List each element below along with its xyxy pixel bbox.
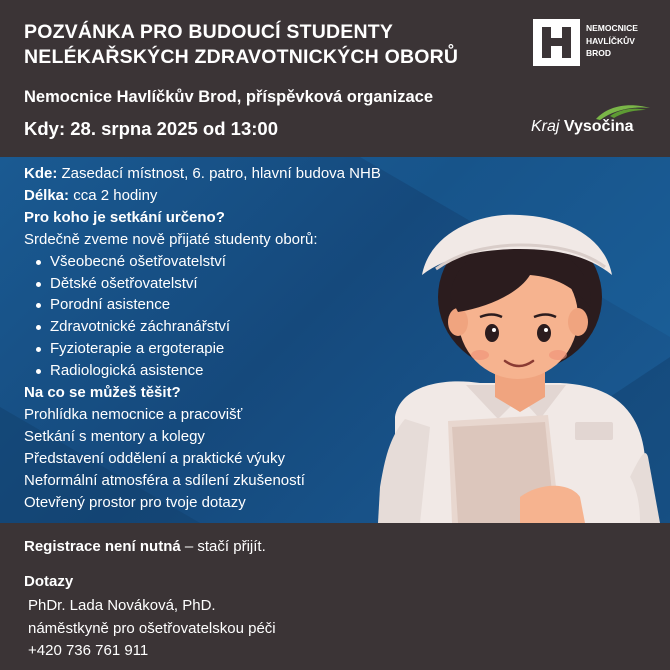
benefit-item: Otevřený prostor pro tvoje dotazy [24,494,246,511]
list-item: Radiologická asistence [24,360,230,382]
benefits-heading: Na co se můžeš těšit? [24,384,181,401]
benefit-item: Setkání s mentory a kolegy [24,428,205,445]
organization-name: Nemocnice Havlíčkův Brod, příspěvková organizace [24,88,433,106]
benefit-item: Prohlídka nemocnice a pracovišť [24,406,243,423]
list-item: Fyzioterapie a ergoterapie [24,338,230,360]
list-item: Všeobecné ošetřovatelství [24,251,230,273]
duration-line [24,185,157,207]
list-item: Zdravotnické záchranářství [24,316,230,338]
hospital-logo [533,19,648,69]
where-value: Zasedací místnost, 6. patro, hlavní budova NHB [61,165,381,182]
contact-section [0,523,670,670]
registration-rest: – stačí přijít. [180,538,266,555]
list-item: Dětské ošetřovatelství [24,273,230,295]
registration-note [24,538,266,555]
details-section [0,157,670,523]
region-logo [528,100,653,145]
contact-heading: Dotazy [24,573,74,590]
benefit-item: Neformální atmosféra a sdílení zkušeností [24,472,305,489]
contact-name: PhDr. Lada Nováková, PhD. [28,597,216,614]
duration-value: cca 2 hodiny [73,187,158,204]
page-title: POZVÁNKA PRO BUDOUCÍ STUDENTY NELÉKAŘSKÝCH ZDRAVOTNICKÝCH OBORŮ [24,21,459,68]
where-label: Kde: [24,165,58,182]
hospital-logo-line: HAVLÍČKŮV [586,35,635,46]
fields-list [24,251,230,381]
hospital-h-logo-icon [533,19,580,66]
contact-phone: +420 736 761 911 [28,642,149,659]
event-date: Kdy: 28. srpna 2025 od 13:00 [24,118,278,139]
list-item: Porodní asistence [24,294,230,316]
where-line [24,163,381,185]
hospital-logo-line: NEMOCNICE [586,23,638,33]
benefit-item: Představení oddělení a praktické výuky [24,450,285,467]
region-logo-text [531,118,634,136]
region-name: Vysočina [563,118,634,135]
contact-role: náměstkyně pro ošetřovatelskou péči [28,620,276,637]
hospital-logo-name [586,22,656,60]
registration-bold: Registrace není nutná [24,538,181,555]
hospital-logo-line: BROD [586,48,612,58]
duration-label: Délka: [24,187,70,204]
region-prefix: Kraj [531,118,560,135]
header-section [0,0,670,157]
audience-heading: Pro koho je setkání určeno? [24,209,225,226]
audience-intro: Srdečně zveme nově přijaté studenty oborů: [24,231,318,248]
